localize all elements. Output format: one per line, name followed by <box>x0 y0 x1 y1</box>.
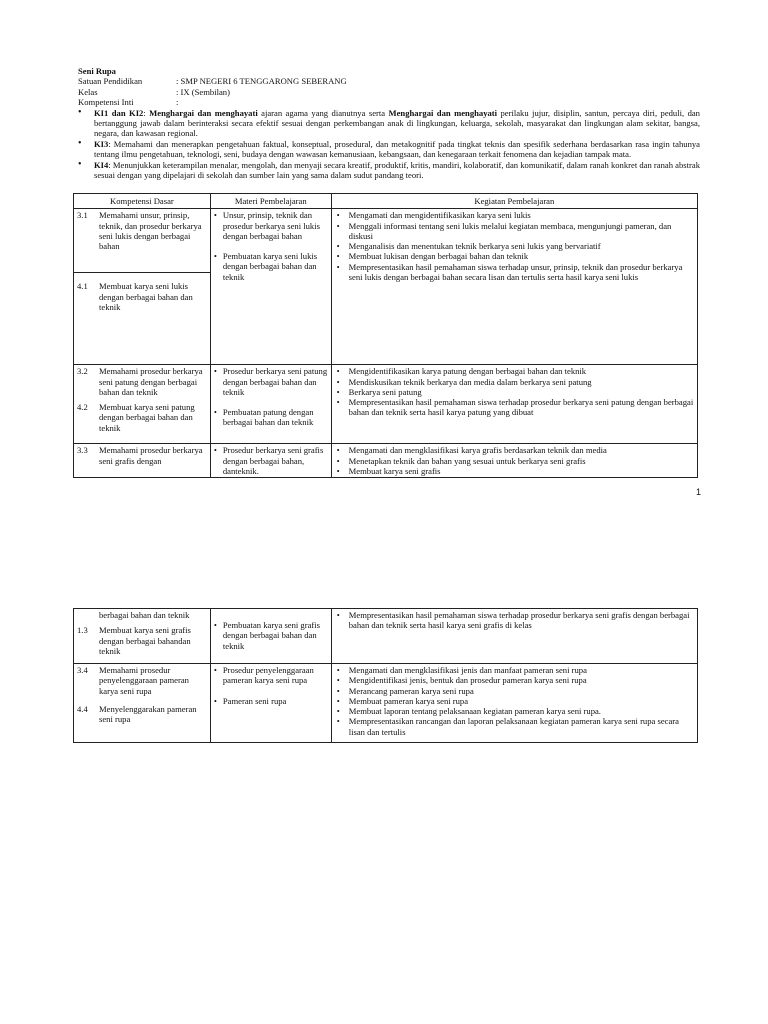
kompetensi-inti-list <box>78 108 700 181</box>
kegiatan-cell <box>331 365 697 444</box>
kd-cell <box>74 609 211 664</box>
ki-label: KI1 dan KI2 <box>94 107 144 118</box>
meta-value: : SMP NEGERI 6 TENGGARONG SEBERANG <box>176 76 347 87</box>
list-item: • Prosedur berkarya seni grafis dengan berbagai bahan, danteknik. <box>223 445 328 476</box>
list-item: • Mendiskusikan teknik berkarya dan media dalam berkarya seni patung <box>349 377 694 387</box>
page-number: 1 <box>696 487 702 497</box>
materi-cell <box>210 444 331 478</box>
kegiatan-list <box>335 445 694 476</box>
kd-item <box>74 209 210 273</box>
materi-cell <box>210 365 331 444</box>
kd-text: Memahami unsur, prinsip, teknik, dan prosedur berkarya seni lukis dengan berbagai bahan <box>99 210 202 252</box>
list-item: • Prosedur berkarya seni patung dengan berbagai bahan dan teknik <box>223 366 328 397</box>
list-item: • Prosedur penyelenggaraan pameran karya seni rupa <box>223 665 328 686</box>
ki-item <box>94 160 700 181</box>
kd-number: 3.1 <box>77 210 88 221</box>
kegiatan-list <box>335 366 694 417</box>
list-item: • Mempresentasikan hasil pemahaman siswa terhadap unsur, prinsip, teknik dan prosedur berkarya seni lukis dengan berbagai bahan secara lisan dan tertulis serta hasil karya seni lukis <box>349 262 694 283</box>
kd-cell <box>74 664 211 743</box>
column-header: Kegiatan Pembelajaran <box>331 194 697 209</box>
ki-emphasis: Menghargai dan menghayati <box>149 107 258 118</box>
list-item: • Mempresentasikan hasil pemahaman siswa terhadap prosedur berkarya seni patung dengan berbagai bahan dan teknik serta hasil karya patung yang dibuat <box>349 397 694 418</box>
meta-row <box>78 97 700 107</box>
materi-list <box>214 210 328 282</box>
kd-number: 1.3 <box>77 625 88 636</box>
list-item: • Berkarya seni patung <box>349 387 694 397</box>
page-2 <box>0 505 768 1024</box>
list-item: • Unsur, prinsip, teknik dan prosedur berkarya seni lukis dengan berbagai bahan <box>223 210 328 241</box>
ki-label: KI3 <box>94 138 109 149</box>
kd-text: Memahami prosedur berkarya seni patung dengan berbagai bahan dan teknik <box>99 366 203 397</box>
materi-list <box>214 665 328 706</box>
ki-text: : Memahami dan menerapkan pengetahuan faktual, konseptual, prosedural, dan metakognitif pada tingkat teknis dan spesifik sederhana berdasarkan rasa ingin tahunya tentang ilmu pengetahuan, teknologi, seni, budaya dengan wawasan kemanusiaan, kebangsaan, dan kenegaraan terkait fenomena dan kejadian tampak mata. <box>94 138 700 160</box>
syllabus-table <box>73 193 698 478</box>
list-item: • Mengamati dan mengidentifikasikan karya seni lukis <box>349 210 694 220</box>
list-item: • Merancang pameran karya seni rupa <box>349 686 694 696</box>
kd-number: 4.4 <box>77 703 88 714</box>
meta-row <box>78 76 700 86</box>
table-row <box>74 444 698 478</box>
ki-text: : <box>143 107 150 118</box>
list-item: • Mengidentifikasikan karya patung dengan berbagai bahan dan teknik <box>349 366 694 376</box>
kd-text: berbagai bahan dan teknik <box>99 610 190 620</box>
list-item: • Mengamati dan mengklasifikasi jenis dan manfaat pameran seni rupa <box>349 665 694 675</box>
kd-number: 3.3 <box>77 445 88 456</box>
meta-row <box>78 87 700 97</box>
kd-text: Memahami prosedur penyelenggaraan pameran karya seni rupa <box>99 665 189 696</box>
meta-label: Kelas <box>78 86 98 97</box>
materi-cell <box>210 664 331 743</box>
column-header: Kompetensi Dasar <box>74 194 211 209</box>
kd-cell <box>74 444 211 478</box>
list-item: • Pameran seni rupa <box>223 696 328 706</box>
list-item: • Mengamati dan mengklasifikasi karya grafis berdasarkan teknik dan media <box>349 445 694 455</box>
column-header: Materi Pembelajaran <box>210 194 331 209</box>
list-item: • Menetapkan teknik dan bahan yang sesuai untuk berkarya seni grafis <box>349 456 694 466</box>
list-item: • Pembuatan karya seni grafis dengan berbagai bahan dan teknik <box>223 620 328 651</box>
ki-item <box>94 108 700 139</box>
table-row <box>74 209 698 365</box>
table-header-row <box>74 194 698 209</box>
kd-cell <box>74 209 211 365</box>
table-row <box>74 609 698 664</box>
document-title: Seni Rupa <box>78 66 116 76</box>
kd-number: 3.4 <box>77 665 88 675</box>
page-1 <box>0 0 768 505</box>
meta-value: : <box>176 97 179 108</box>
ki-text: : Menunjukkan keterampilan menalar, mengolah, dan menyaji secara kreatif, produktif, kritis, mandiri, kolaboratif, dan komunikatif, dalam ranah konkret dan ranah abstrak sesuai dengan yang dipelajari di sekolah dan sumber lain yang sama dalam sudut pandang teori. <box>94 159 700 181</box>
kd-cell <box>74 365 211 444</box>
kegiatan-cell <box>331 444 697 478</box>
ki-text: ajaran agama yang dianutnya serta <box>257 107 389 118</box>
list-item: • Membuat pameran karya seni rupa <box>349 696 694 706</box>
kd-text: Memahami prosedur berkarya seni grafis dengan <box>99 445 203 466</box>
kd-text: Membuat karya seni grafis dengan berbagai bahandan teknik <box>99 625 191 656</box>
kd-item <box>74 273 210 313</box>
list-item: • Menganalisis dan menentukan teknik berkarya seni lukis yang bervariatif <box>349 241 694 251</box>
materi-list <box>214 445 328 476</box>
kegiatan-cell <box>331 609 697 664</box>
document-header <box>78 66 700 180</box>
kegiatan-list <box>335 210 694 282</box>
ki-label: KI4 <box>94 159 109 170</box>
kegiatan-cell <box>331 209 697 365</box>
list-item: • Membuat karya seni grafis <box>349 466 694 476</box>
materi-cell <box>210 609 331 664</box>
list-item: • Mengidentifikasi jenis, bentuk dan prosedur pameran karya seni rupa <box>349 675 694 685</box>
meta-label: Satuan Pendidikan <box>78 76 143 87</box>
meta-label: Kompetensi Inti <box>78 97 134 108</box>
kegiatan-list <box>335 665 694 737</box>
list-item: • Menggali informasi tentang seni lukis melalui kegiatan membaca, mengunjungi pameran, dan diskusi <box>349 221 694 242</box>
list-item: • Membuat lukisan dengan berbagai bahan dan teknik <box>349 251 694 261</box>
list-item: • Membuat laporan tentang pelaksanaan kegiatan pameran karya seni rupa. <box>349 706 694 716</box>
kd-number: 4.1 <box>77 281 88 292</box>
ki-item <box>94 139 700 160</box>
materi-list <box>214 366 328 427</box>
list-item: • Pembuatan karya seni lukis dengan berbagai bahan dan teknik <box>223 251 328 282</box>
kegiatan-cell <box>331 664 697 743</box>
list-item: • Mempresentasikan rancangan dan laporan pelaksanaan kegiatan pameran karya seni rupa secara lisan dan tertulis <box>349 716 694 737</box>
materi-list <box>214 620 328 651</box>
table-row <box>74 664 698 743</box>
kd-number: 4.2 <box>77 402 88 413</box>
kd-text: Membuat karya seni lukis dengan berbagai bahan dan teknik <box>99 281 193 312</box>
materi-cell <box>210 209 331 365</box>
list-item: • Pembuatan patung dengan berbagai bahan dan teknik <box>223 407 328 428</box>
ki-emphasis: Menghargai dan menghayati <box>388 107 498 118</box>
table-row <box>74 365 698 444</box>
ki-text: perilaku jujur, disiplin, santun, percaya diri, peduli, dan bertanggung jawab dalam berinteraksi secara efektif sesuai dengan perkembangan anak di lingkungan, keluarga, sekolah, masyarakat dan lingkungan alam sekitar, bangsa, negara, dan kawasan regional. <box>94 107 700 139</box>
syllabus-table-continued <box>73 608 698 743</box>
kegiatan-list <box>335 610 694 631</box>
meta-value: : IX (Sembilan) <box>176 86 230 97</box>
kd-text: Membuat karya seni patung dengan berbagai bahan dan teknik <box>99 402 195 433</box>
list-item: • Mempresentasikan hasil pemahaman siswa terhadap prosedur berkarya seni grafis dengan berbagai bahan dan teknik serta hasil karya seni grafis di kelas <box>349 610 694 631</box>
kd-text: Menyelenggarakan pameran seni rupa <box>99 703 197 725</box>
kd-number: 3.2 <box>77 366 88 377</box>
